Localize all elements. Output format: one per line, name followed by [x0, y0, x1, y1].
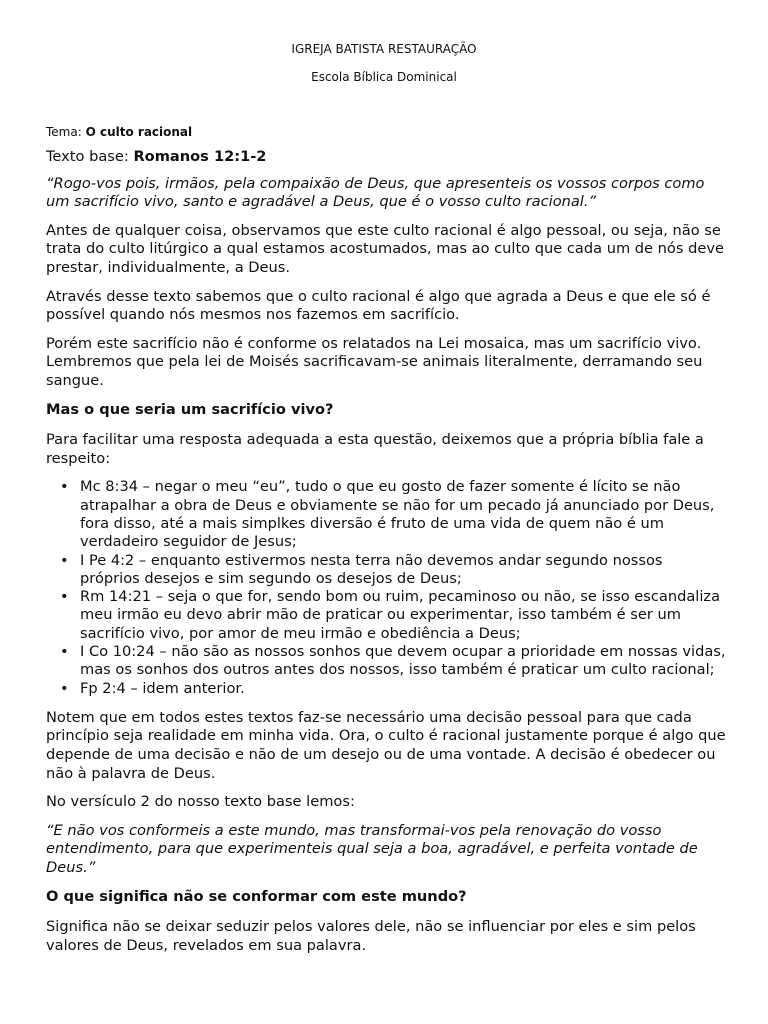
paragraph-5: Notem que em todos estes textos faz-se necessário uma decisão pessoal para que cada princípio seja realidade em minha vida. Ora, o culto é racional justamente porque é algo que depende de uma decisão e não de um desejo ou de uma vontade. A decisão é obedecer ou não à palavra de Deus.	[46, 708, 726, 782]
bullet-icon: •	[60, 642, 69, 660]
list-item	[60, 551, 726, 589]
theme-label: Tema:	[46, 125, 82, 139]
paragraph-3: Porém este sacrifício não é conforme os relatados na Lei mosaica, mas um sacrifício vivo. Lembremos que pela lei de Moisés sacrificavam-se animais literalmente, derramando seu sangue.	[46, 334, 703, 389]
paragraph-6: No versículo 2 do nosso texto base lemos:	[46, 793, 355, 811]
scripture-quote-2: “E não vos conformeis a este mundo, mas transformai-vos pela renovação do vosso entendimento, para que experimenteis qual seja a boa, agradável, e perfeita vontade de Deus.”	[46, 821, 698, 877]
paragraph-4: Para facilitar uma resposta adequada a esta questão, deixemos que a própria bíblia fale a respeito:	[46, 431, 704, 467]
section-heading-2: O que significa não se conformar com este mundo?	[46, 887, 467, 905]
bullet-icon: •	[60, 679, 69, 697]
list-item	[60, 588, 726, 643]
base-text-line	[46, 148, 726, 167]
paragraph-7: Significa não se deixar seduzir pelos valores dele, não se influenciar por eles e sim pelos valores de Deus, revelados em sua palavra.	[46, 918, 696, 954]
list-item-text: I Co 10:24 – não são as nossos sonhos que devem ocupar a prioridade em nossas vidas, mas os sonhos dos outros antes dos nossos, isso também é praticar um culto racional;	[80, 642, 726, 679]
church-name: IGREJA BATISTA RESTAURAÇÃO	[291, 42, 477, 56]
scripture-quote-1: “Rogo-vos pois, irmãos, pela compaixão de Deus, que apresenteis os vossos corpos como um sacrifício vivo, santo e agradável a Deus, que é o vosso culto racional.”	[46, 174, 705, 211]
base-text-value: Romanos 12:1-2	[133, 148, 267, 165]
school-name: Escola Bíblica Dominical	[311, 70, 457, 84]
paragraph-2: Através desse texto sabemos que o culto racional é algo que agrada a Deus e que ele só é possível quando nós mesmos nos fazemos em sacrifício.	[46, 287, 711, 324]
list-item-text: Fp 2:4 – idem anterior.	[80, 679, 245, 697]
list-item	[60, 679, 726, 698]
base-text-label: Texto base:	[46, 148, 129, 165]
list-item-text: Rm 14:21 – seja o que for, sendo bom ou ruim, pecaminoso ou não, se isso escandaliza meu irmão eu devo abrir mão de praticar ou experimentar, isso também é ser um sacrifício vivo, por amor de meu irmão e obediência a Deus;	[80, 588, 721, 642]
section-heading-1: Mas o que seria um sacrifício vivo?	[46, 400, 334, 418]
list-item-text: Mc 8:34 – negar o meu “eu”, tudo o que eu gosto de fazer somente é lícito se não atrapalhar a obra de Deus e obviamente se não for um pecado já anunciado por Deus, fora disso, até a mais simplkes diversão é fruto de uma vida de quem não é um verdadeiro seguidor de Jesus;	[80, 478, 715, 551]
theme-line	[46, 125, 726, 140]
list-item	[60, 642, 726, 680]
reference-list	[46, 478, 726, 698]
bullet-icon: •	[60, 551, 69, 569]
theme-value: O culto racional	[85, 125, 193, 139]
list-item-text: I Pe 4:2 – enquanto estivermos nesta terra não devemos andar segundo nossos próprios desejos e sim segundo os desejos de Deus;	[80, 551, 663, 587]
paragraph-1: Antes de qualquer coisa, observamos que este culto racional é algo pessoal, ou seja, não se trata do culto litúrgico a qual estamos acostumados, mas ao culto que cada um de nós deve prestar, individualmente, a Deus.	[46, 221, 724, 276]
bullet-icon: •	[60, 588, 69, 606]
list-item	[60, 478, 726, 551]
document-body	[46, 125, 726, 965]
bullet-icon: •	[60, 478, 69, 496]
